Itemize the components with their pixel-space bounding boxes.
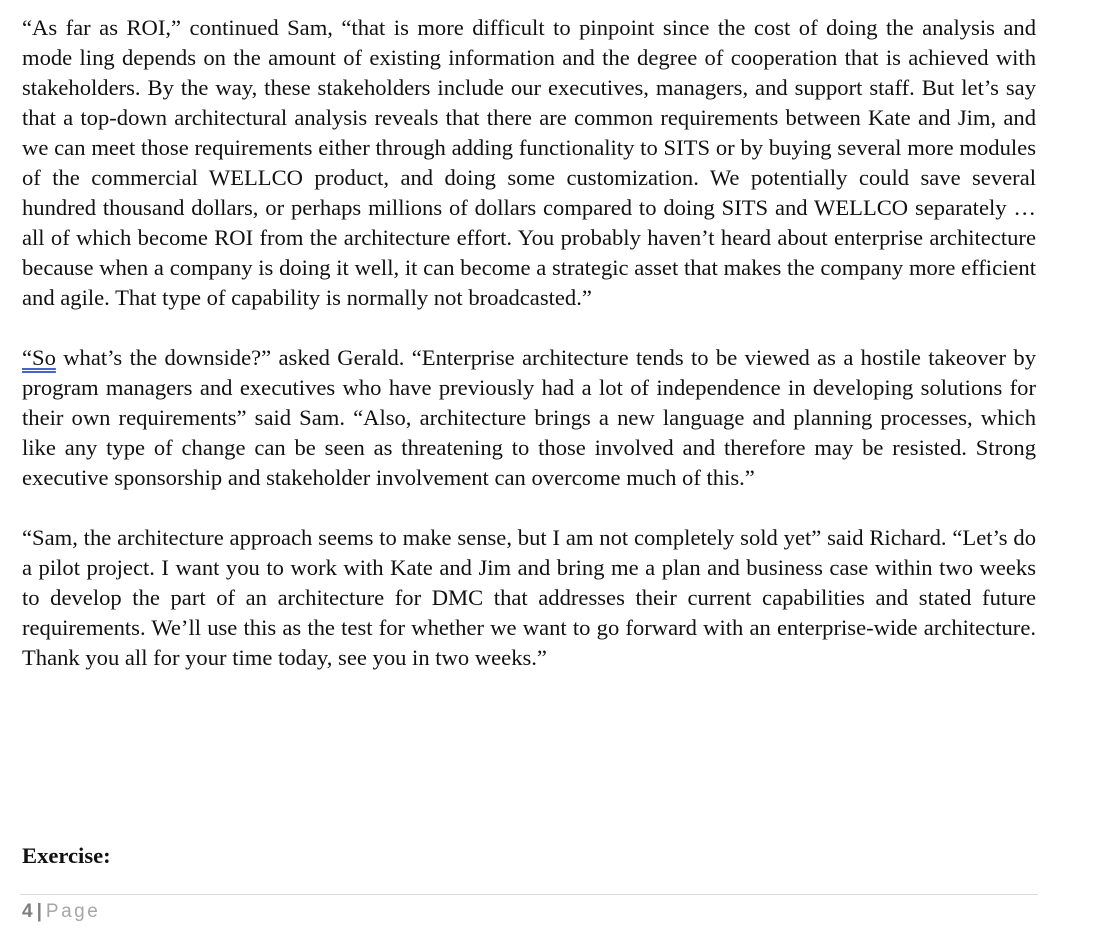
paragraph-downside — [22, 343, 1036, 493]
paragraph-roi: “As far as ROI,” continued Sam, “that is more difficult to pinpoint since the cost of doing the analysis and mode ling depends on the amount of existing information and the degree of cooperation that is achieved with stakeholders. By the way, these stakeholders include our executives, managers, and support staff. But let’s say that a top-down architectural analysis reveals that there are common requirements between Kate and Jim, and we can meet those requirements either through adding functionality to SITS or by buying several more modules of the commercial WELLCO product, and doing some customization. We potentially could save several hundred thousand dollars, or perhaps millions of dollars compared to doing SITS and WELLCO separately … all of which become ROI from the architecture effort. You probably haven’t heard about enterprise architecture because when a company is doing it well, it can become a strategic asset that makes the company more efficient and agile. That type of capability is normally not broadcasted.” — [22, 15, 1036, 310]
footer-divider — [20, 894, 1038, 895]
paragraph-downside-text: what’s the downside?” asked Gerald. “Enterprise architecture tends to be viewed as a hostile takeover by program managers and executives who have previously had a lot of independence in developing solutions for their own requirements” said Sam. “Also, architecture brings a new language and planning processes, which like any type of change can be seen as threatening to those involved and therefore may be resisted. Strong executive sponsorship and stakeholder involvement can overcome much of this.” — [22, 345, 1036, 490]
document-body — [22, 13, 1036, 673]
exercise-heading: Exercise: — [22, 843, 111, 868]
footer-separator: | — [36, 901, 42, 922]
page-label: Page — [45, 901, 101, 922]
paragraph-pilot: “Sam, the architecture approach seems to make sense, but I am not completely sold yet” said Richard. “Let’s do a pilot project. I want you to work with Kate and Jim and bring me a plan and business case within two weeks to develop the part of an architecture for DMC that addresses their current capabilities and stated future requirements. We’ll use this as the test for whether we want to go forward with an enterprise-wide architecture. Thank you all for your time today, see you in two weeks.” — [22, 525, 1036, 670]
page-number: 4 — [22, 901, 33, 922]
page-footer — [22, 899, 100, 925]
grammar-flag[interactable]: “So — [22, 345, 56, 370]
